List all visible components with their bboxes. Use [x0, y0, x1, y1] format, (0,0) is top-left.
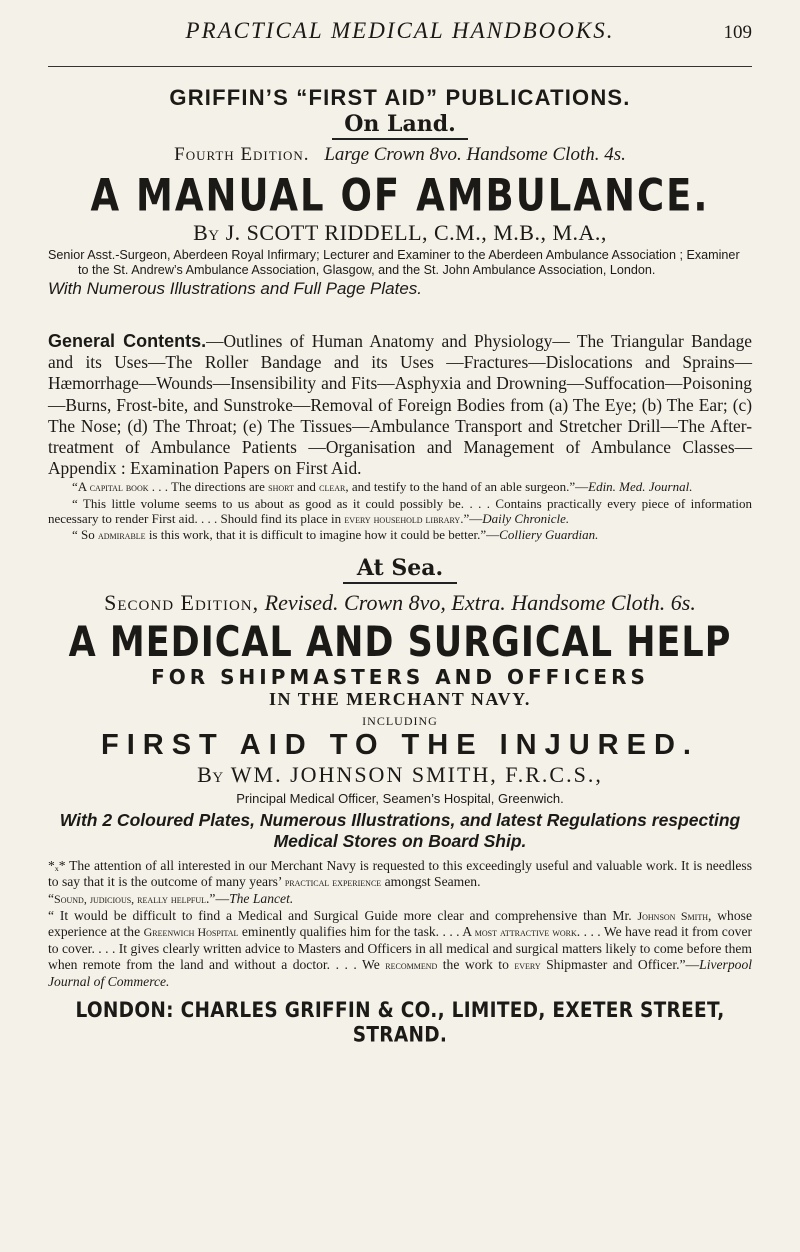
contents-text: —Outlines of Human Anatomy and Physiology— The Triangular Bandage and its Uses—The Roller Bandage and its Uses —Fractures—Dislocations and Sprains—Hæmorrhage—Wounds—Insensibility and Fits—Asphyxia and Drowning—Suffocation—Poisoning—Burns, Frost-bite, and Sunstroke—Removal of Foreign Bodies from (a) The Eye; (b) The Ear; (c) The Nose; (d) The Throat; (e) The Tissues—Ambulance Transport and Stretcher Drill—The After-treatment of Ambulance Patients —Organisation and Management of Ambulance Classes—Appendix : Examination Papers on First Aid.: [48, 331, 753, 479]
review-text: .”—: [206, 890, 230, 906]
ambulance-contents: [48, 331, 752, 479]
ambulance-edition: [48, 144, 752, 166]
section-heading-sea: At Sea.: [343, 555, 457, 584]
review-text: “ This little volume seems to us about as good as it could possibly be. . . . Contains practically every piece of information necessary to render First aid. . . . Should find its place in: [48, 495, 752, 526]
medical-author: [48, 762, 752, 788]
review-emphasis: Sound, judicious, really helpful: [54, 891, 207, 906]
medical-edition: [48, 590, 752, 615]
review-text: “: [48, 890, 55, 906]
notice-emphasis: practical experience: [284, 875, 382, 890]
review-text: is this work, that it is difficult to imagine how it could be better.”—: [148, 527, 500, 543]
ambulance-review-1: [48, 479, 752, 495]
review-source: Colliery Guardian.: [499, 527, 599, 543]
page-number: 109: [723, 22, 752, 43]
review-text: .”—: [460, 510, 483, 526]
review-emphasis: most attractive work: [474, 925, 577, 940]
review-text: . . . The directions are: [151, 479, 265, 495]
publisher-footer: LONDON: CHARLES GRIFFIN & CO., LIMITED, EXETER STREET, STRAND.: [75, 998, 725, 1047]
author-prefix: By: [193, 220, 220, 245]
review-text: and: [297, 479, 316, 495]
review-emphasis: capital book: [89, 480, 149, 495]
medical-first-aid-line: FIRST AID TO THE INJURED.: [101, 729, 699, 762]
review-emphasis: admirable: [98, 528, 146, 543]
medical-edition-label: Second Edition,: [104, 590, 260, 616]
notice-text: *ₓ* The attention of all interested in our Merchant Navy is requested to this exceedingly useful and valuable work. It is needless to say that it is the outcome of many years’: [48, 858, 752, 890]
page: [48, 0, 753, 1047]
notice-text: amongst Seamen.: [384, 874, 481, 890]
ambulance-review-3: [48, 527, 752, 543]
ambulance-illustrations: With Numerous Illustrations and Full Page Plates.: [48, 279, 423, 298]
medical-review-2: [48, 908, 752, 990]
medical-navy-line: IN THE MERCHANT NAVY.: [269, 689, 531, 710]
review-text: . . . . We have read it from cover to cover. . . . It gives clearly written advice to Masters and Officers in all medical and surgical matters likely to come before them when remote from the land and without a doctor. . . . We: [48, 924, 752, 973]
review-text: , and testify to the hand of an able surgeon.”—: [345, 479, 589, 495]
running-head: PRACTICAL MEDICAL HANDBOOKS.: [185, 18, 615, 43]
medical-author-name: WM. JOHNSON SMITH, F.R.C.S.,: [230, 762, 603, 788]
ambulance-author: [48, 220, 752, 246]
review-emphasis: Johnson Smith: [637, 908, 709, 923]
medical-review-1: [48, 891, 752, 908]
review-text: “A: [72, 479, 87, 495]
review-source: Daily Chronicle.: [482, 510, 570, 526]
page-header: [48, 16, 752, 67]
medical-with-line: With 2 Coloured Plates, Numerous Illustrations, and latest Regulations respecting Medical Stores on Board Ship.: [59, 810, 741, 852]
review-source: Edin. Med. Journal.: [588, 479, 693, 495]
review-text: “ So: [72, 527, 95, 543]
review-emphasis: every: [514, 958, 541, 973]
review-text: “ It would be difficult to find a Medical and Surgical Guide more clear and comprehensive than Mr.: [48, 907, 632, 923]
ambulance-author-name: J. SCOTT RIDDELL, C.M., M.B., M.A.,: [225, 220, 607, 245]
medical-book-title: A MEDICAL AND SURGICAL HELP: [68, 619, 732, 668]
review-text: eminently qualifies him for the task. . . . A: [241, 924, 472, 940]
ambulance-edition-label: Fourth Edition.: [174, 144, 310, 165]
ambulance-book-title: A MANUAL OF AMBULANCE.: [90, 169, 710, 222]
review-text: Shipmaster and Officer.”—: [546, 957, 700, 973]
medical-including: INCLUDING: [362, 714, 438, 729]
review-emphasis: Greenwich Hospital: [143, 925, 239, 940]
review-text: , whose experience at the: [48, 907, 752, 940]
review-text: the work to: [442, 957, 509, 973]
review-source: The Lancet.: [229, 890, 294, 906]
section-heading-land: On Land.: [332, 111, 468, 140]
review-source: Liverpool Journal of Commerce.: [48, 957, 753, 989]
ambulance-credentials: Senior Asst.-Surgeon, Aberdeen Royal Infirmary; Lecturer and Examiner to the Aberdeen Ambulance Association ; Examiner to the St. Andrew’s Ambulance Association, Glasgow, and the St. John Ambulance Association, London.: [48, 248, 740, 277]
review-emphasis: recommend: [385, 958, 438, 973]
publications-title: GRIFFIN’S “FIRST AID” PUBLICATIONS.: [169, 85, 631, 110]
medical-credentials: Principal Medical Officer, Seamen’s Hospital, Greenwich.: [236, 791, 564, 807]
review-emphasis: clear: [319, 480, 346, 495]
contents-label: General Contents.: [48, 331, 207, 351]
review-emphasis: every household library: [344, 511, 461, 526]
ambulance-format: Large Crown 8vo. Handsome Cloth. 4s.: [324, 144, 626, 165]
medical-notice: [48, 858, 752, 891]
author-prefix: By: [197, 762, 224, 788]
ambulance-review-2: [48, 496, 752, 527]
review-emphasis: short: [268, 480, 294, 495]
medical-edition-rest: Revised. Crown 8vo, Extra. Handsome Cloth. 6s.: [264, 590, 696, 616]
medical-for-line: FOR SHIPMASTERS AND OFFICERS: [151, 665, 649, 690]
